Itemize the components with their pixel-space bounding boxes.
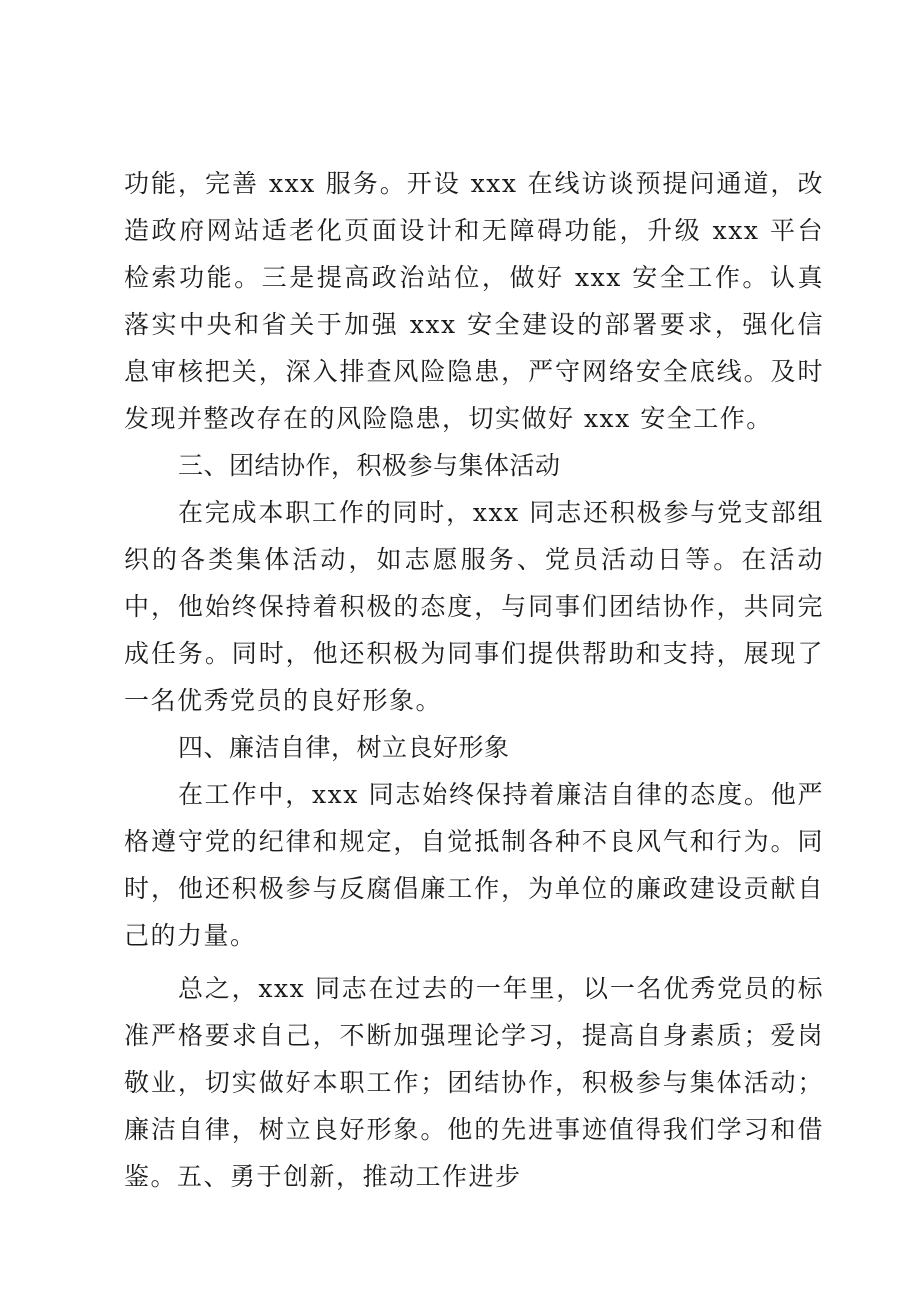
document-page bbox=[124, 160, 824, 1200]
paragraph-continuation: 功能，完善 xxx 服务。开设 xxx 在线访谈预提问通道，改造政府网站适老化页面设计和无障碍功能，升级 xxx 平台检索功能。三是提高政治站位，做好 xxx 安全工作。认真落实中央和省关于加强 xxx 安全建设的部署要求，强化信息审核把关，深入排查风险隐患，严守网络安全底线。及时发现并整改存在的风险隐患，切实做好 xxx 安全工作。 bbox=[124, 169, 824, 433]
section-heading-3: 三、团结协作，积极参与集体活动 bbox=[178, 451, 561, 480]
paragraph-summary: 总之，xxx 同志在过去的一年里，以一名优秀党员的标准严格要求自己，不断加强理论学习，提高自身素质；爱岗敬业，切实做好本职工作；团结协作，积极参与集体活动；廉洁自律，树立良好形象。他的先进事迹值得我们学习和借鉴。五、勇于创新，推动工作进步 bbox=[124, 974, 824, 1191]
section-heading-4: 四、廉洁自律，树立良好形象 bbox=[178, 733, 510, 762]
paragraph-integrity: 在工作中，xxx 同志始终保持着廉洁自律的态度。他严格遵守党的纪律和规定，自觉抵制各种不良风气和行为。同时，他还积极参与反腐倡廉工作，为单位的廉政建设贡献自己的力量。 bbox=[124, 780, 824, 950]
paragraph-collective-activities: 在完成本职工作的同时，xxx 同志还积极参与党支部组织的各类集体活动，如志愿服务、党员活动日等。在活动中，他始终保持着积极的态度，与同事们团结协作，共同完成任务。同时，他还积极为同事们提供帮助和支持，展现了一名优秀党员的良好形象。 bbox=[124, 498, 824, 715]
